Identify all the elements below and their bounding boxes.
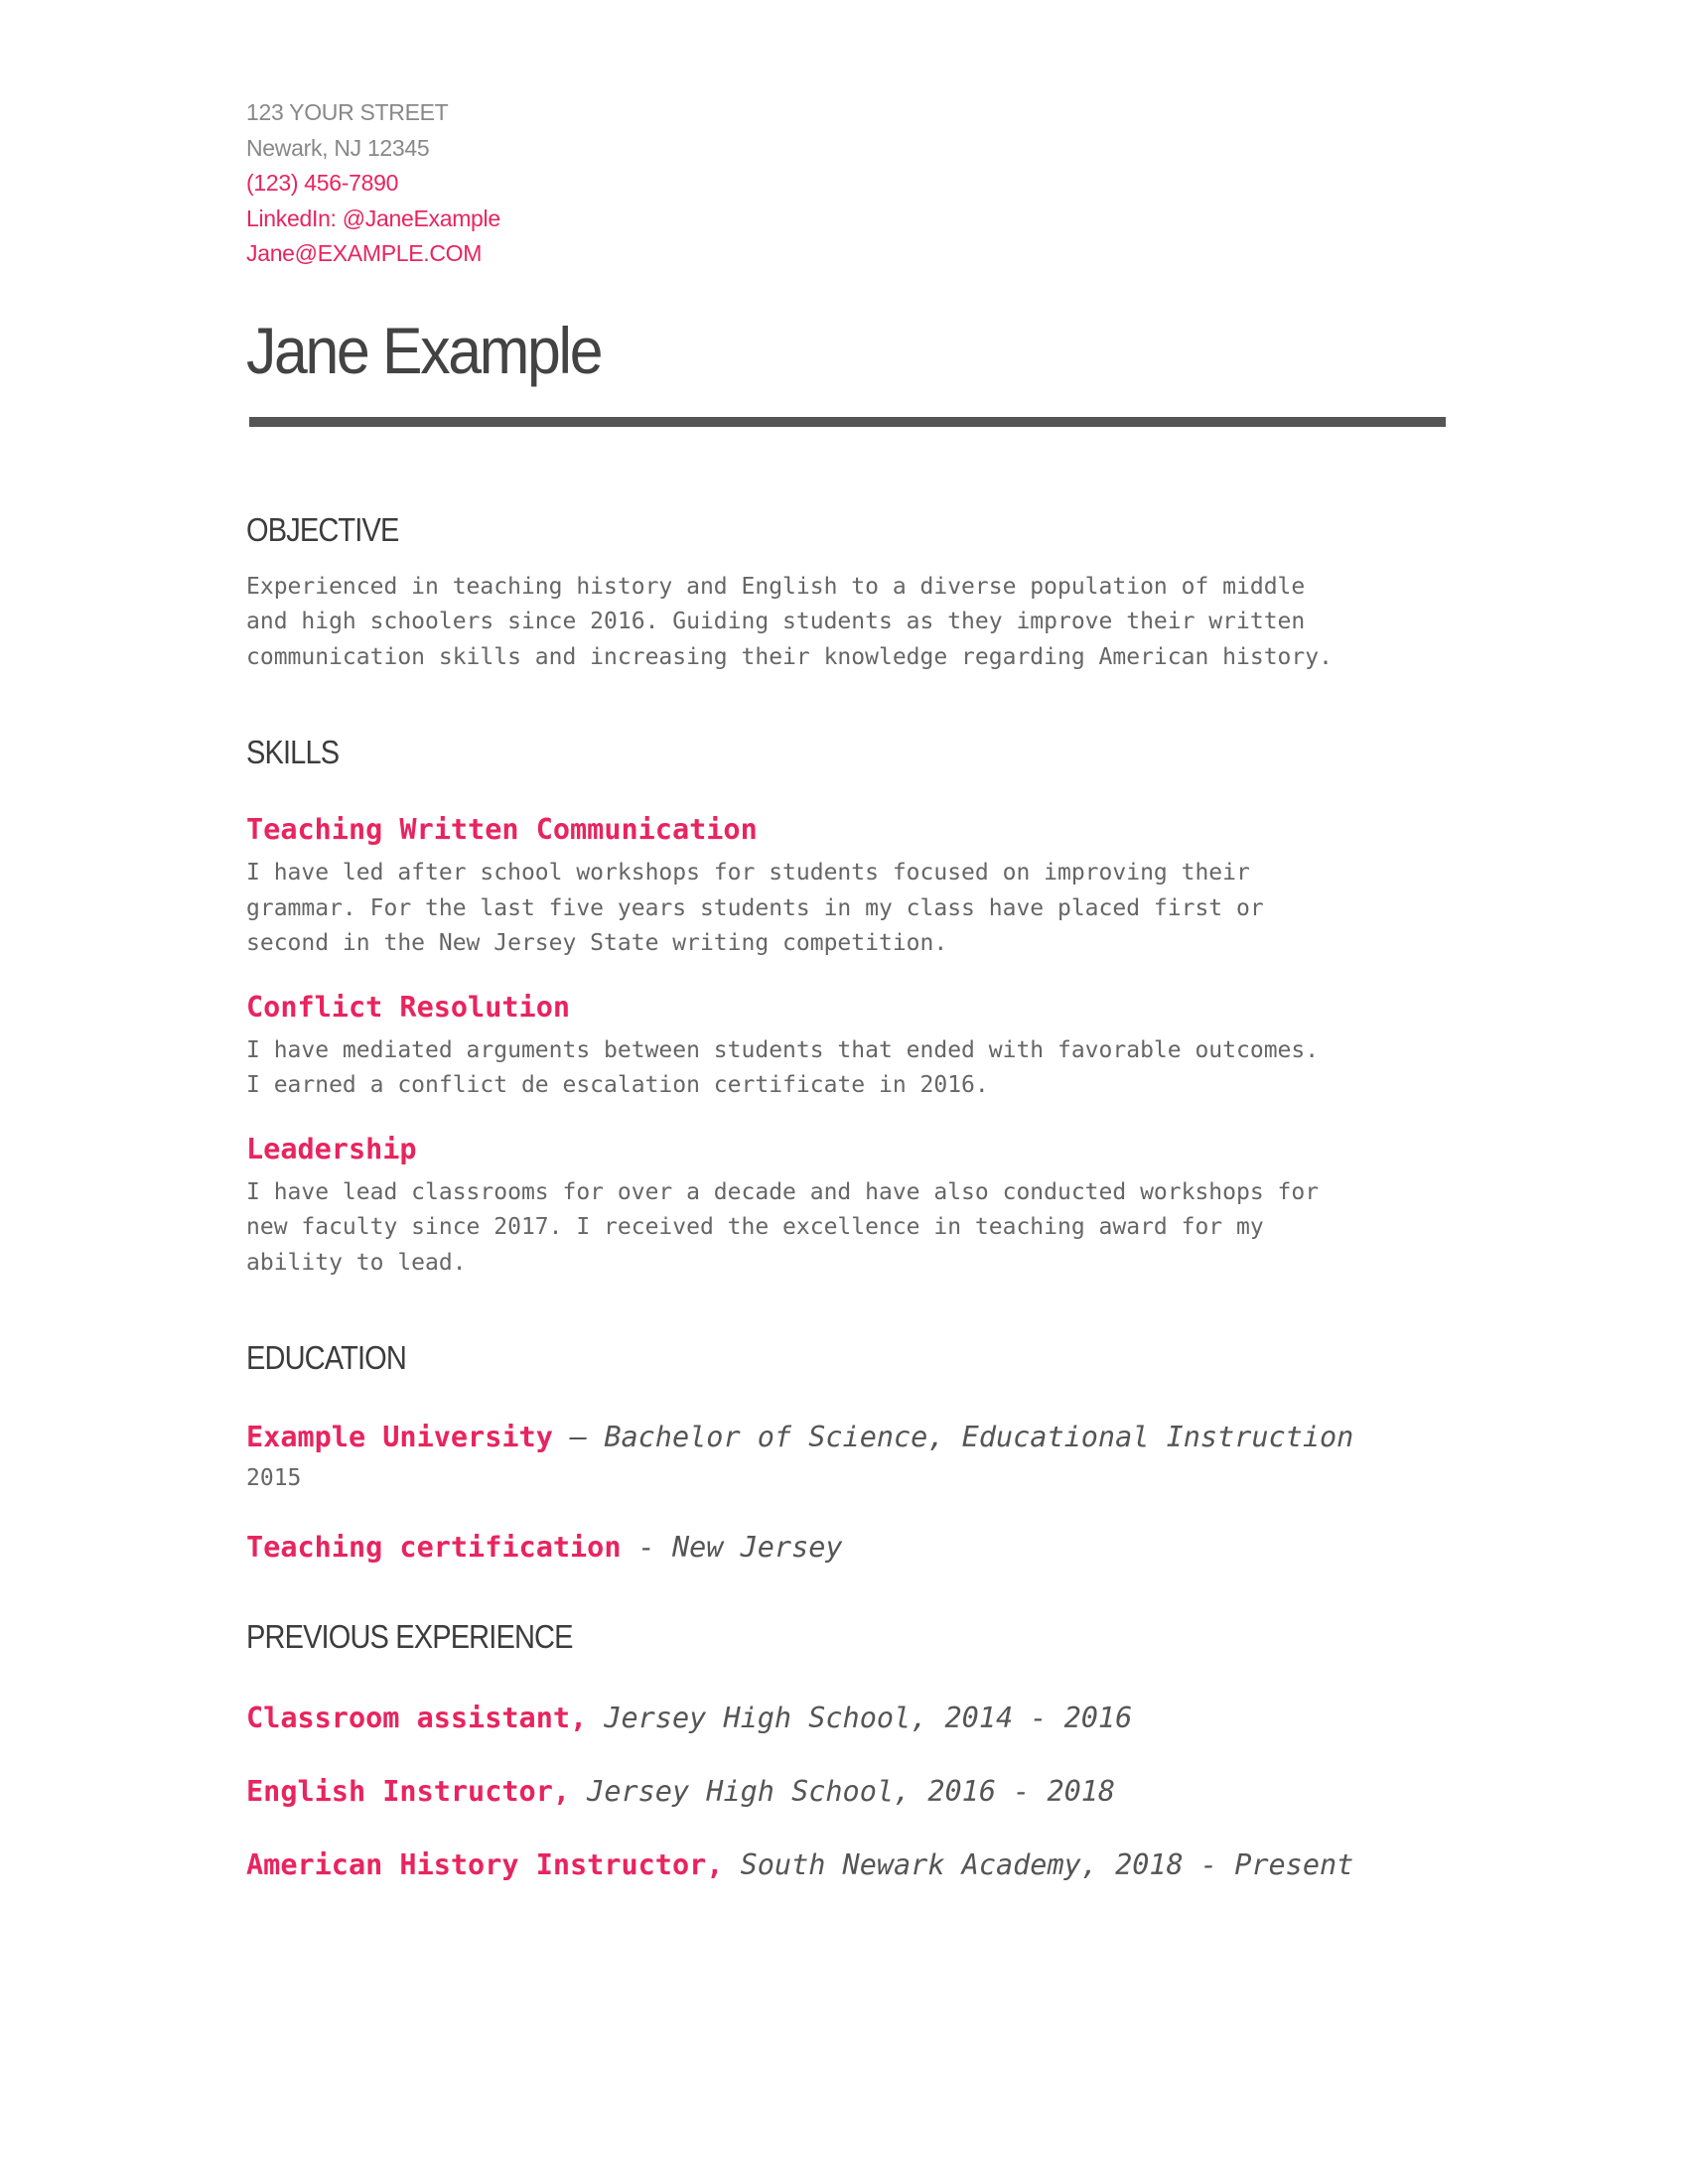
education-line	[246, 1418, 1448, 1457]
experience-detail: South Newark Academy, 2018 - Present	[723, 1848, 1354, 1881]
skill-title: Teaching Written Communication	[246, 813, 758, 846]
experience-role: American History Instructor,	[246, 1848, 724, 1881]
contact-street: 123 YOUR STREET	[246, 99, 449, 125]
resume-name: Jane Example	[246, 313, 602, 387]
experience-line	[246, 1699, 1448, 1738]
skill-title: Conflict Resolution	[246, 990, 571, 1024]
skill-line: second in the New Jersey State writing competition.	[246, 930, 948, 956]
objective-line-2: and high schoolers since 2016. Guiding students as they improve their written	[246, 609, 1306, 634]
education-heading: EDUCATION	[246, 1339, 406, 1376]
education-item	[246, 1418, 1448, 1496]
contact-phone[interactable]: (123) 456-7890	[246, 170, 399, 196]
education-line	[246, 1528, 1448, 1568]
skill-line: I earned a conflict de escalation certificate in 2016.	[246, 1072, 989, 1098]
education-institution: Example University	[246, 1421, 553, 1453]
skill-line: grammar. For the last five years students in my class have placed first or	[246, 894, 1264, 921]
contact-linkedin[interactable]: LinkedIn: @JaneExample	[246, 205, 500, 231]
skill-item	[246, 810, 1448, 962]
resume-page	[246, 95, 1448, 1885]
education-item	[246, 1528, 1448, 1568]
objective-line-1: Experienced in teaching history and English to a diverse population of middle	[246, 573, 1306, 600]
contact-email[interactable]: Jane@EXAMPLE.COM	[246, 240, 483, 266]
skill-item	[246, 1130, 1448, 1282]
experience-role: Classroom assistant,	[246, 1702, 588, 1734]
experience-line	[246, 1845, 1448, 1885]
skill-line: I have lead classrooms for over a decade and have also conducted workshops for	[246, 1178, 1320, 1205]
experience-item	[246, 1772, 1448, 1812]
experience-item	[246, 1845, 1448, 1885]
objective-text	[246, 570, 1448, 676]
skill-line: ability to lead.	[246, 1249, 467, 1276]
skill-line: I have mediated arguments between students that ended with favorable outcomes.	[246, 1036, 1320, 1063]
objective-line-3: communication skills and increasing their knowledge regarding American history.	[246, 643, 1333, 670]
objective-heading: OBJECTIVE	[246, 510, 399, 548]
contact-city: Newark, NJ 12345	[246, 134, 430, 161]
contact-block	[246, 95, 1448, 272]
education-degree: — Bachelor of Science, Educational Instruction	[552, 1421, 1354, 1453]
experience-heading: PREVIOUS EXPERIENCE	[246, 1618, 573, 1655]
skill-item	[246, 988, 1448, 1104]
education-date: 2015	[246, 1465, 302, 1491]
experience-item	[246, 1699, 1448, 1738]
skill-line: I have led after school workshops for students focused on improving their	[246, 860, 1250, 886]
education-degree: - New Jersey	[621, 1531, 843, 1564]
skills-heading: SKILLS	[246, 734, 340, 770]
name-divider	[249, 417, 1446, 427]
experience-role: English Instructor,	[246, 1775, 571, 1808]
experience-detail: Jersey High School, 2014 - 2016	[587, 1702, 1133, 1734]
experience-line	[246, 1772, 1448, 1812]
experience-detail: Jersey High School, 2016 - 2018	[570, 1775, 1116, 1808]
education-institution: Teaching certification	[246, 1531, 622, 1564]
skill-title: Leadership	[246, 1132, 417, 1165]
skill-line: new faculty since 2017. I received the excellence in teaching award for my	[246, 1214, 1264, 1240]
